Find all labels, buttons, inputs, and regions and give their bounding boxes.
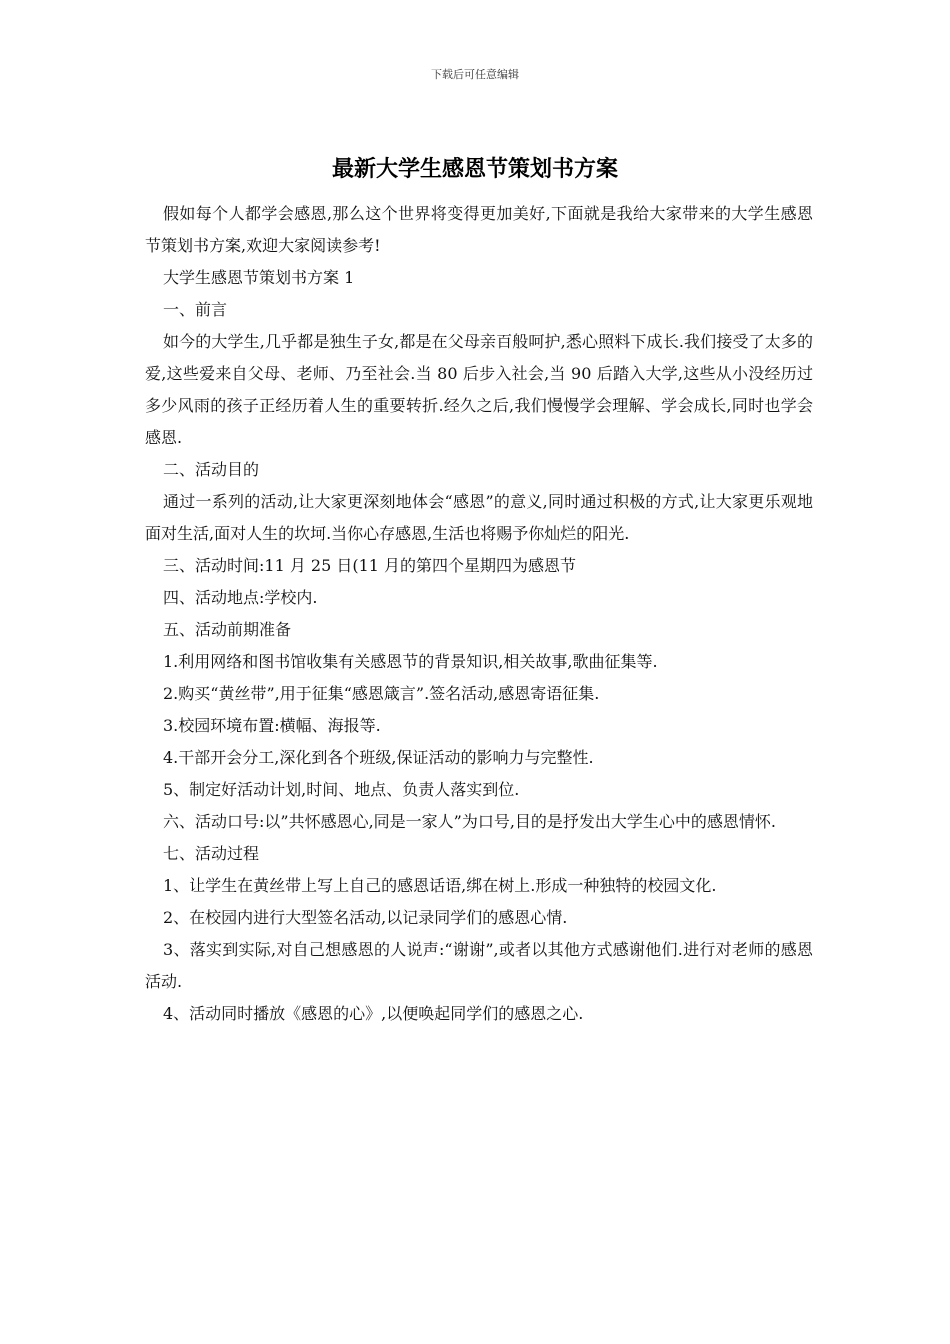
list-item: 3.校园环境布置:横幅、海报等. — [163, 716, 381, 735]
list-item: 1.利用网络和图书馆收集有关感恩节的背景知识,相关故事,歌曲征集等. — [163, 652, 658, 671]
header-note: 下载后可任意编辑 — [431, 68, 519, 81]
list-item: 1、让学生在黄丝带上写上自己的感恩话语,绑在树上.形成一种独特的校园文化. — [163, 876, 717, 895]
document-title: 最新大学生感恩节策划书方案 — [331, 157, 618, 182]
list-item: 2、在校园内进行大型签名活动,以记录同学们的感恩心情. — [163, 908, 568, 927]
section-slogan: 六、活动口号:以”共怀感恩心,同是一家人”为口号,目的是抒发出大学生心中的感恩情怀. — [163, 812, 777, 831]
list-item: 4.干部开会分工,深化到各个班级,保证活动的影响力与完整性. — [163, 748, 594, 767]
intro-paragraph: 假如每个人都学会感恩,那么这个世界将变得更加美好,下面就是我给大家带来的大学生感恩节策划书方案,欢迎大家阅读参考! — [145, 204, 813, 255]
document-body — [145, 198, 813, 1030]
section-heading-preparation: 五、活动前期准备 — [163, 620, 292, 639]
purpose-paragraph: 通过一系列的活动,让大家更深刻地体会“感恩”的意义,同时通过积极的方式,让大家更乐观地面对生活,面对人生的坎坷.当你心存感恩,生活也将赐予你灿烂的阳光. — [145, 492, 813, 543]
section-time: 三、活动时间:11 月 25 日(11 月的第四个星期四为感恩节 — [163, 556, 577, 575]
list-item: 4、活动同时播放《感恩的心》,以便唤起同学们的感恩之心. — [163, 1004, 584, 1023]
list-item: 2.购买“黄丝带”,用于征集“感恩箴言”.签名活动,感恩寄语征集. — [163, 684, 600, 703]
preface-paragraph: 如今的大学生,几乎都是独生子女,都是在父母亲百般呵护,悉心照料下成长.我们接受了太多的爱,这些爱来自父母、老师、乃至社会.当 80 后步入社会,当 90 后踏入大学,这些从小没经历过多少风雨的孩子正经历着人生的重要转折.经久之后,我们慢慢学会理解、学会成长,同时也学会感恩. — [145, 332, 813, 447]
section-heading-preface: 一、前言 — [163, 300, 228, 319]
section-heading-purpose: 二、活动目的 — [163, 460, 260, 479]
list-item: 3、落实到实际,对自己想感恩的人说声:“谢谢”,或者以其他方式感谢他们.进行对老师的感恩活动. — [145, 940, 813, 991]
list-item: 5、制定好活动计划,时间、地点、负责人落实到位. — [163, 780, 520, 799]
plan-heading: 大学生感恩节策划书方案 1 — [163, 268, 355, 287]
section-heading-process: 七、活动过程 — [163, 844, 260, 863]
section-location: 四、活动地点:学校内. — [163, 588, 318, 607]
